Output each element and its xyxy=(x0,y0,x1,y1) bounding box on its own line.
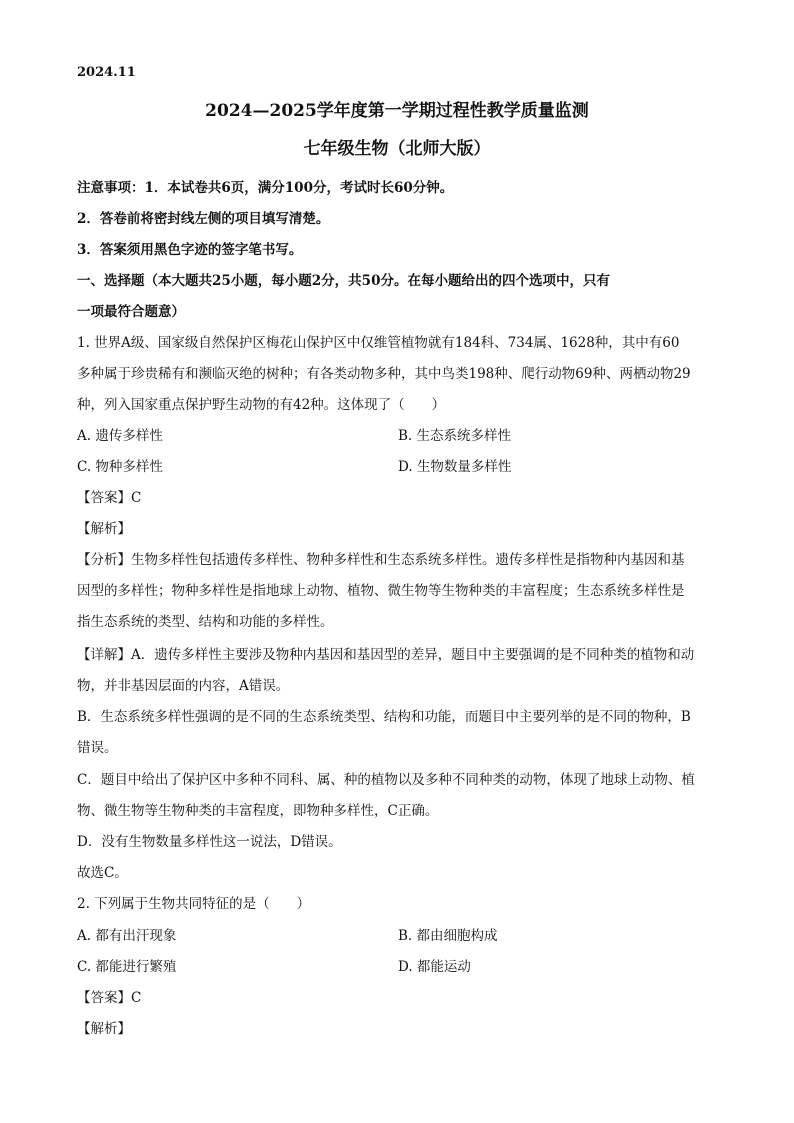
q1-detail-line-6: 物、微生物等生物种类的丰富程度，即物种多样性，C正确。 xyxy=(77,803,439,819)
q1-detail-line-5: C．题目中给出了保护区中多种不同科、属、种的植物以及多种不同种类的动物，体现了地球上动物、植 xyxy=(77,772,695,788)
q1-detail-line-2: 物，并非基因层面的内容，A错误。 xyxy=(77,678,290,694)
q1-option-c: C. 物种多样性 xyxy=(77,459,163,475)
q2-answer: 【答案】C xyxy=(77,990,142,1006)
notes-line-3: 3．答案须用黑色字迹的签字笔书写。 xyxy=(77,242,303,258)
q1-stem-line-2: 多种属于珍贵稀有和濒临灭绝的树种；有各类动物多种，其中鸟类198种、爬行动物69种、两栖动物29 xyxy=(77,366,691,382)
section-heading-line-2: 一项最符合题意） xyxy=(77,304,185,320)
q1-detail-line-3: B．生态系统多样性强调的是不同的生态系统类型、结构和功能，而题目中主要列举的是不同的物种，B xyxy=(77,709,691,725)
section-heading-line-1: 一、选择题（本大题共25小题，每小题2分，共50分。在每小题给出的四个选项中，只有 xyxy=(77,273,610,289)
q1-detail-line-1: 【详解】A．遗传多样性主要涉及物种内基因和基因型的差异，题目中主要强调的是不同种类的植物和动 xyxy=(77,647,695,663)
q2-stem: 2. 下列属于生物共同特征的是（ ） xyxy=(77,896,311,912)
q1-detail-line-8: 故选C。 xyxy=(77,865,128,881)
q1-jiexi-label: 【解析】 xyxy=(77,521,131,537)
q1-answer: 【答案】C xyxy=(77,490,142,506)
q1-analysis-line-3: 指生态系统的类型、结构和功能的多样性。 xyxy=(77,614,334,630)
q1-option-a: A. 遗传多样性 xyxy=(77,428,163,444)
q2-option-a: A. 都有出汗现象 xyxy=(77,928,177,944)
notes-line-2: 2．答卷前将密封线左侧的项目填写清楚。 xyxy=(77,211,330,227)
q1-option-d: D. 生物数量多样性 xyxy=(398,459,512,475)
q1-detail-line-7: D．没有生物数量多样性这一说法，D错误。 xyxy=(77,834,342,850)
q1-analysis-line-2: 因型的多样性；物种多样性是指地球上动物、植物、微生物等生物种类的丰富程度；生态系统多样性是 xyxy=(77,583,685,599)
q2-option-d: D. 都能运动 xyxy=(398,959,471,975)
notes-line-1: 注意事项：1．本试卷共6页，满分100分，考试时长60分钟。 xyxy=(77,180,454,196)
q1-detail-line-4: 错误。 xyxy=(77,740,118,756)
exam-date: 2024.11 xyxy=(77,65,136,80)
q2-option-b: B. 都由细胞构成 xyxy=(398,928,498,944)
q2-jiexi-label: 【解析】 xyxy=(77,1021,131,1037)
q2-option-c: C. 都能进行繁殖 xyxy=(77,959,177,975)
q1-stem-line-3: 种，列入国家重点保护野生动物的有42种。这体现了（ ） xyxy=(77,397,446,413)
q1-stem-line-1: 1. 世界A级、国家级自然保护区梅花山保护区中仅维管植物就有184科、734属、1628种，其中有60 xyxy=(77,335,680,351)
exam-title: 2024—2025学年度第一学期过程性教学质量监测 xyxy=(205,101,589,121)
exam-subtitle: 七年级生物（北师大版） xyxy=(303,139,491,159)
q1-option-b: B. 生态系统多样性 xyxy=(398,428,512,444)
q1-analysis-line-1: 【分析】生物多样性包括遗传多样性、物种多样性和生态系统多样性。遗传多样性是指物种内基因和基 xyxy=(77,552,685,568)
